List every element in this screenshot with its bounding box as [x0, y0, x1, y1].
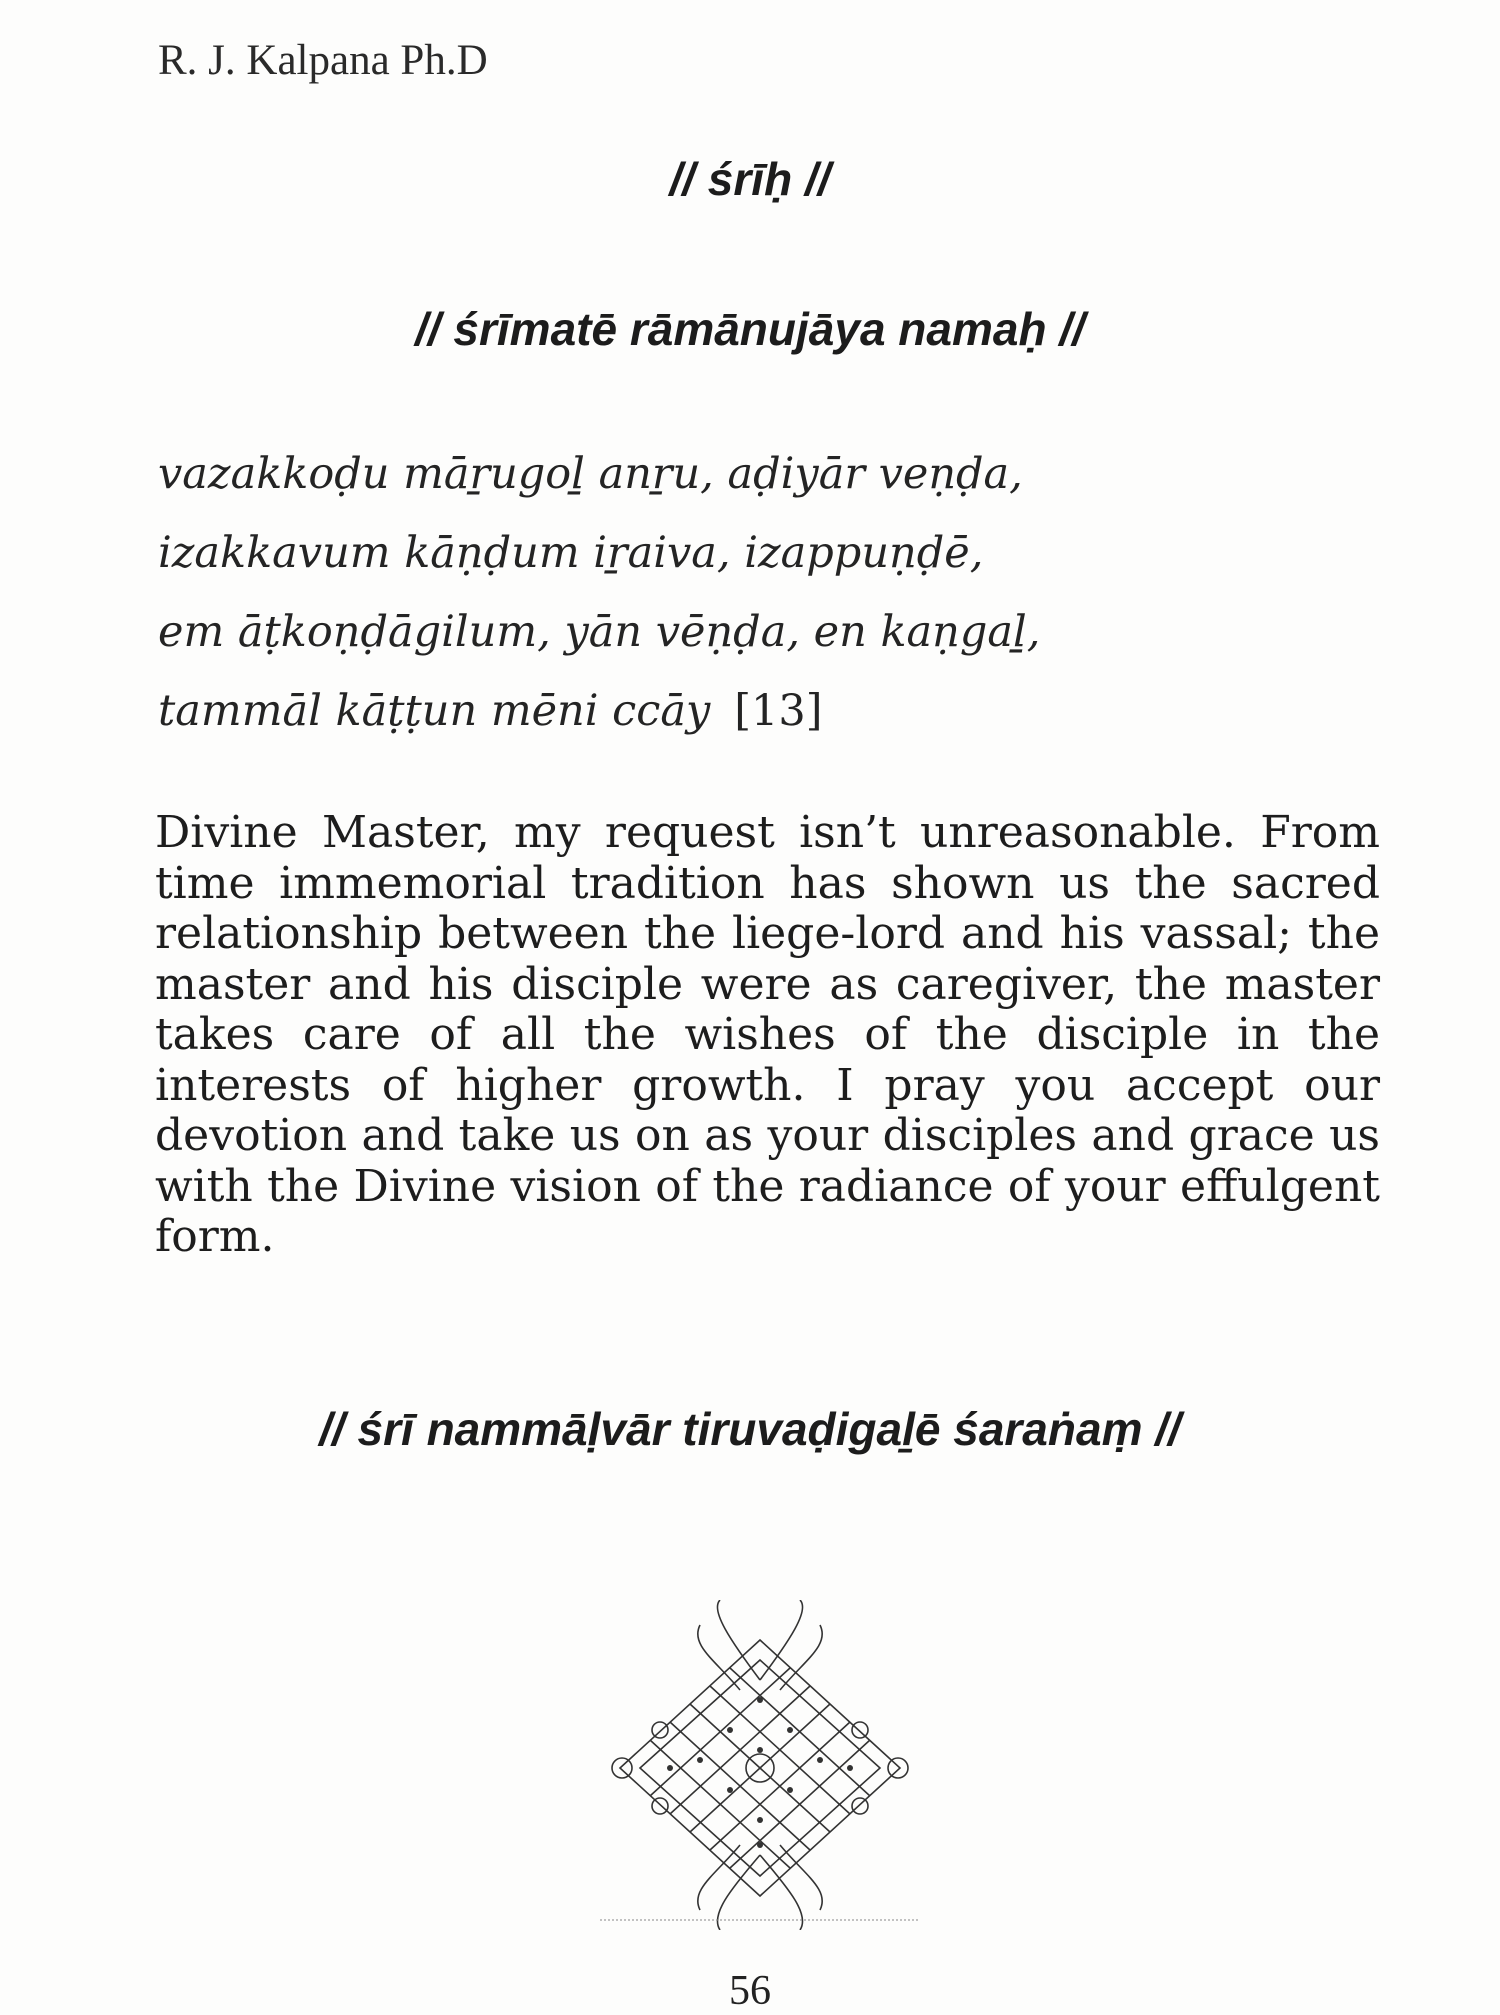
- verse-block: [158, 435, 1358, 751]
- verse-line-2: izakkavum kāṇḍum iṟaiva, izappuṇḍē,: [158, 528, 984, 578]
- verse-number: [13]: [734, 686, 823, 736]
- invocation-ramanuja: // śrīmatē rāmānujāya namaḥ //: [415, 303, 1085, 355]
- verse-line-1: vazakkoḍu māṟugoḻ anṟu, aḍiyār veṇḍa,: [158, 449, 1023, 499]
- kolam-ornament-icon: [600, 1600, 920, 1930]
- verse-line-4-text: tammāl kāṭṭun mēni ccāy: [158, 686, 711, 736]
- translation-paragraph: Divine Master, my request isn’t unreasonable. From time immemorial tradition has shown us the sacred relationship between the liege-lord and his vassal; the master and his disciple were as caregiver, the master takes care of all the wishes of the disciple in the interests of higher growth. I pray you accept our devotion and take us on as your disciples and grace us with the Divine vision of the radiance of your effulgent form.: [155, 807, 1380, 1262]
- page-number: 56: [729, 1968, 771, 2014]
- invocation-nammalvar: // śrī nammāḷvār tiruvaḍigaḻē śaraṅaṃ //: [319, 1403, 1181, 1455]
- verse-line-3: em āṭkoṇḍāgilum, yān vēṇḍa, en kaṇgaḻ,: [158, 607, 1041, 657]
- author-header: R. J. Kalpana Ph.D: [158, 37, 488, 84]
- verse-line-4: [158, 672, 1358, 751]
- invocation-srih: // śrīḥ //: [669, 153, 831, 205]
